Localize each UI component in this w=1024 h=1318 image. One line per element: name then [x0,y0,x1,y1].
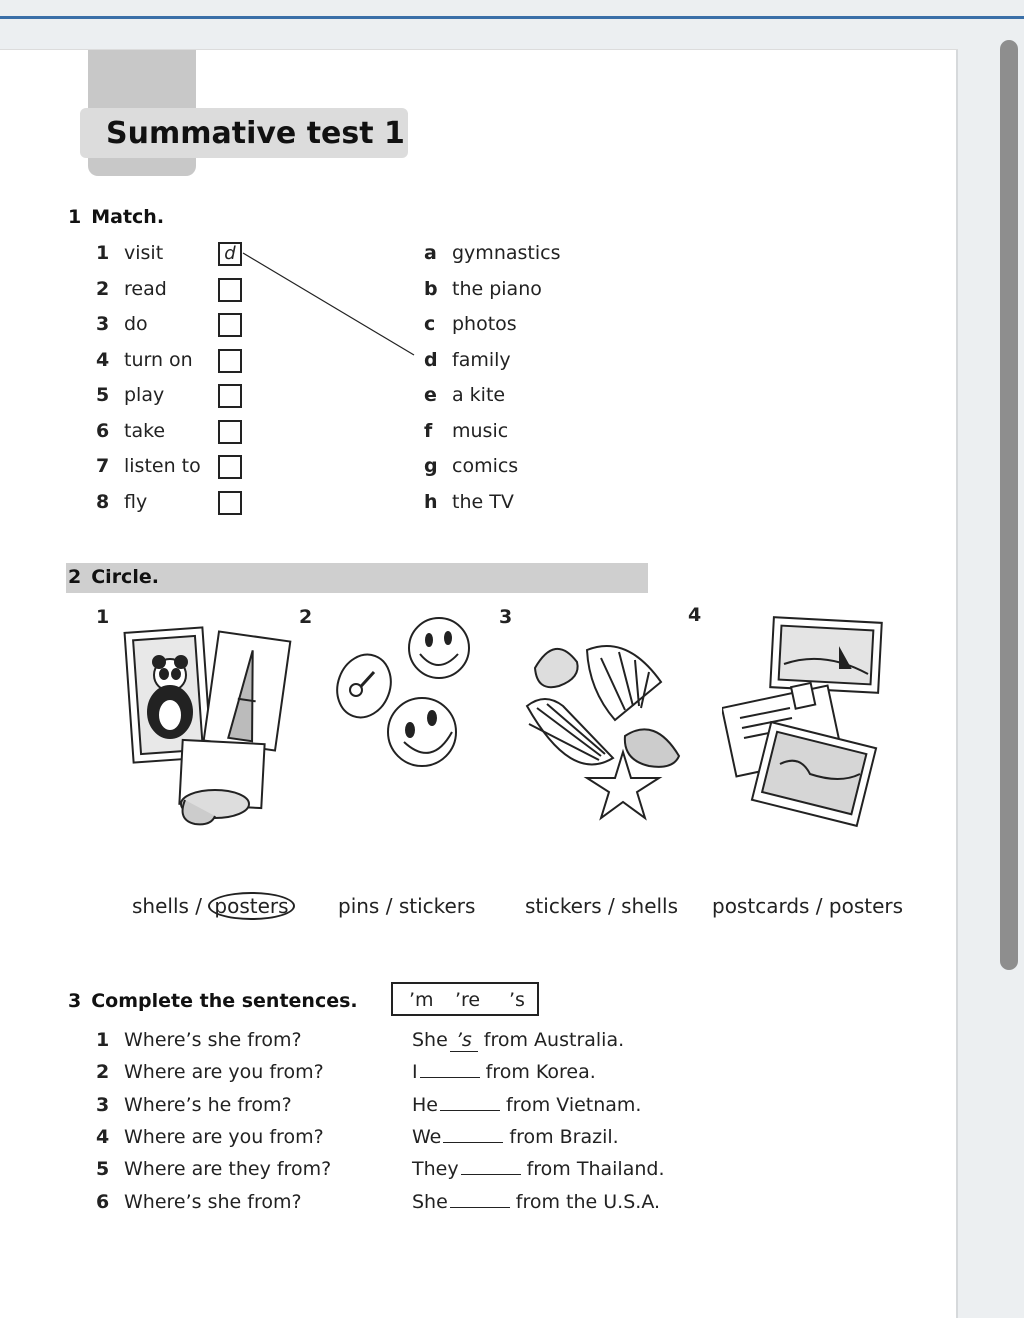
section1-number: 1 [68,206,82,228]
answer-blank[interactable] [440,1110,500,1111]
question-text: Where’s he from? [124,1093,292,1116]
noun-word: the piano [452,277,542,300]
option-posters[interactable]: posters [828,894,904,918]
option-postcards[interactable]: postcards [712,894,810,918]
answer-sentence [412,1158,664,1180]
question-item [96,1061,324,1083]
answer-box[interactable] [218,455,242,479]
question-text: Where’s she from? [124,1190,302,1213]
noun-item [424,242,560,264]
question-number: 2 [96,1061,110,1084]
noun-item [424,491,514,513]
word-bank-s: ’s [509,989,525,1011]
question-item [96,1094,292,1116]
badges-icon [330,608,480,778]
noun-word: photos [452,313,517,335]
answer-box[interactable] [218,491,242,515]
verb-word: visit [124,242,164,264]
answer-blank[interactable] [450,1207,510,1208]
noun-letter: h [424,490,438,513]
option-separator: / [379,894,399,918]
page-title: Summative test 1 [106,116,405,151]
noun-letter: f [424,419,433,442]
verb-number: 8 [96,490,110,513]
picture-1-number: 1 [96,606,110,628]
verb-item [96,349,193,371]
question-number: 1 [96,1029,110,1051]
verb-number: 6 [96,419,110,442]
answer-sentence [412,1061,596,1083]
noun-letter: e [424,384,437,406]
verb-number: 7 [96,455,110,477]
photos-collage-icon [115,620,295,835]
picture-3-number: 3 [499,606,513,628]
noun-letter: g [424,455,438,477]
answer-box[interactable]: d [218,242,242,266]
verb-item [96,313,148,335]
verb-number: 2 [96,277,110,300]
noun-letter: a [424,242,437,264]
verb-item [96,384,164,406]
question-text: Where are you from? [124,1061,324,1084]
word-bank-m: ’m [409,989,434,1011]
sentence-rest: from Thailand. [526,1158,665,1181]
noun-word: a kite [452,384,506,406]
noun-word: the TV [452,490,514,513]
noun-item [424,313,517,335]
picture-2-options [338,894,475,918]
question-text: Where are you from? [124,1125,324,1148]
answer-box[interactable] [218,420,242,444]
section2-title: Circle. [91,566,159,588]
picture-4-number: 4 [688,604,702,626]
verb-item [96,491,147,513]
section3-title: Complete the sentences. [91,990,358,1012]
verb-number: 4 [96,348,110,371]
verb-number: 3 [96,313,110,335]
answer-blank[interactable] [443,1142,503,1143]
sentence-rest: from Brazil. [509,1125,619,1148]
section1-title: Match. [91,206,165,228]
sentence-subject: They [412,1158,459,1181]
picture-1-options [132,894,295,918]
answer-blank[interactable] [461,1174,521,1175]
option-separator: / [601,894,622,918]
noun-word: comics [452,455,519,477]
option-posters-circled[interactable]: posters [208,892,294,920]
option-separator: / [809,894,829,918]
verb-word: take [124,419,166,442]
word-bank [391,982,539,1016]
section2-heading [68,566,159,588]
answer-blank[interactable]: ’s [450,1029,478,1052]
question-number: 4 [96,1125,110,1148]
noun-item [424,278,542,300]
option-stickers[interactable]: stickers [525,894,602,918]
verb-item [96,278,167,300]
sentence-rest: from Australia. [483,1029,625,1051]
sentence-rest: from Vietnam. [505,1093,642,1116]
section3-heading [68,990,358,1012]
sentence-rest: from Korea. [485,1061,596,1084]
answer-sentence [412,1029,624,1052]
answer-sentence [412,1094,641,1116]
sentence-subject: She [412,1190,448,1213]
option-stickers[interactable]: stickers [398,894,476,918]
verb-word: fly [124,490,148,513]
picture-4-options [712,894,903,918]
question-item [96,1191,302,1213]
section2-number: 2 [68,566,82,588]
noun-word: music [452,419,509,442]
verb-word: do [124,313,148,335]
option-pins[interactable]: pins [338,894,380,918]
verb-word: play [124,384,165,406]
noun-letter: b [424,277,438,300]
sentence-subject: I [412,1061,418,1084]
option-separator: / [188,894,209,918]
question-item [96,1126,324,1148]
picture-2-number: 2 [299,606,313,628]
noun-word: family [452,348,511,371]
question-number: 6 [96,1190,110,1213]
question-item [96,1029,302,1051]
option-shells[interactable]: shells [621,894,679,918]
verb-item [96,242,163,264]
answer-blank[interactable] [420,1077,480,1078]
sentence-subject: He [412,1093,438,1116]
question-text: Where’s she from? [124,1029,302,1051]
question-number: 5 [96,1158,110,1181]
noun-word: gymnastics [452,242,561,264]
question-item [96,1158,331,1180]
section1-heading [68,206,164,228]
answer-box[interactable] [218,278,242,302]
question-number: 3 [96,1093,110,1116]
scrollbar[interactable] [1000,40,1018,970]
answer-sentence [412,1126,619,1148]
option-shells[interactable]: shells [132,894,189,918]
answer-box[interactable] [218,349,242,373]
verb-number: 5 [96,384,110,406]
sentence-subject: We [412,1125,442,1148]
seashells-icon [515,628,690,833]
answer-box[interactable] [218,384,242,408]
verb-number: 1 [96,242,110,264]
noun-letter: d [424,348,438,371]
postcards-icon [722,614,892,836]
noun-item [424,384,505,406]
verb-word: listen to [124,455,201,477]
verb-word: read [124,277,167,300]
verb-item [96,455,201,477]
noun-item [424,420,508,442]
noun-item [424,455,518,477]
window-top-line [0,16,1024,19]
verb-word: turn on [124,348,193,371]
sentence-subject: She [412,1029,448,1051]
noun-letter: c [424,313,436,335]
noun-item [424,349,511,371]
word-bank-re: ’re [455,989,481,1011]
question-text: Where are they from? [124,1158,332,1181]
answer-box[interactable] [218,313,242,337]
answer-sentence [412,1191,660,1213]
picture-3-options [525,894,678,918]
verb-item [96,420,165,442]
sentence-rest: from the U.S.A. [515,1190,661,1213]
section3-number: 3 [68,990,82,1012]
